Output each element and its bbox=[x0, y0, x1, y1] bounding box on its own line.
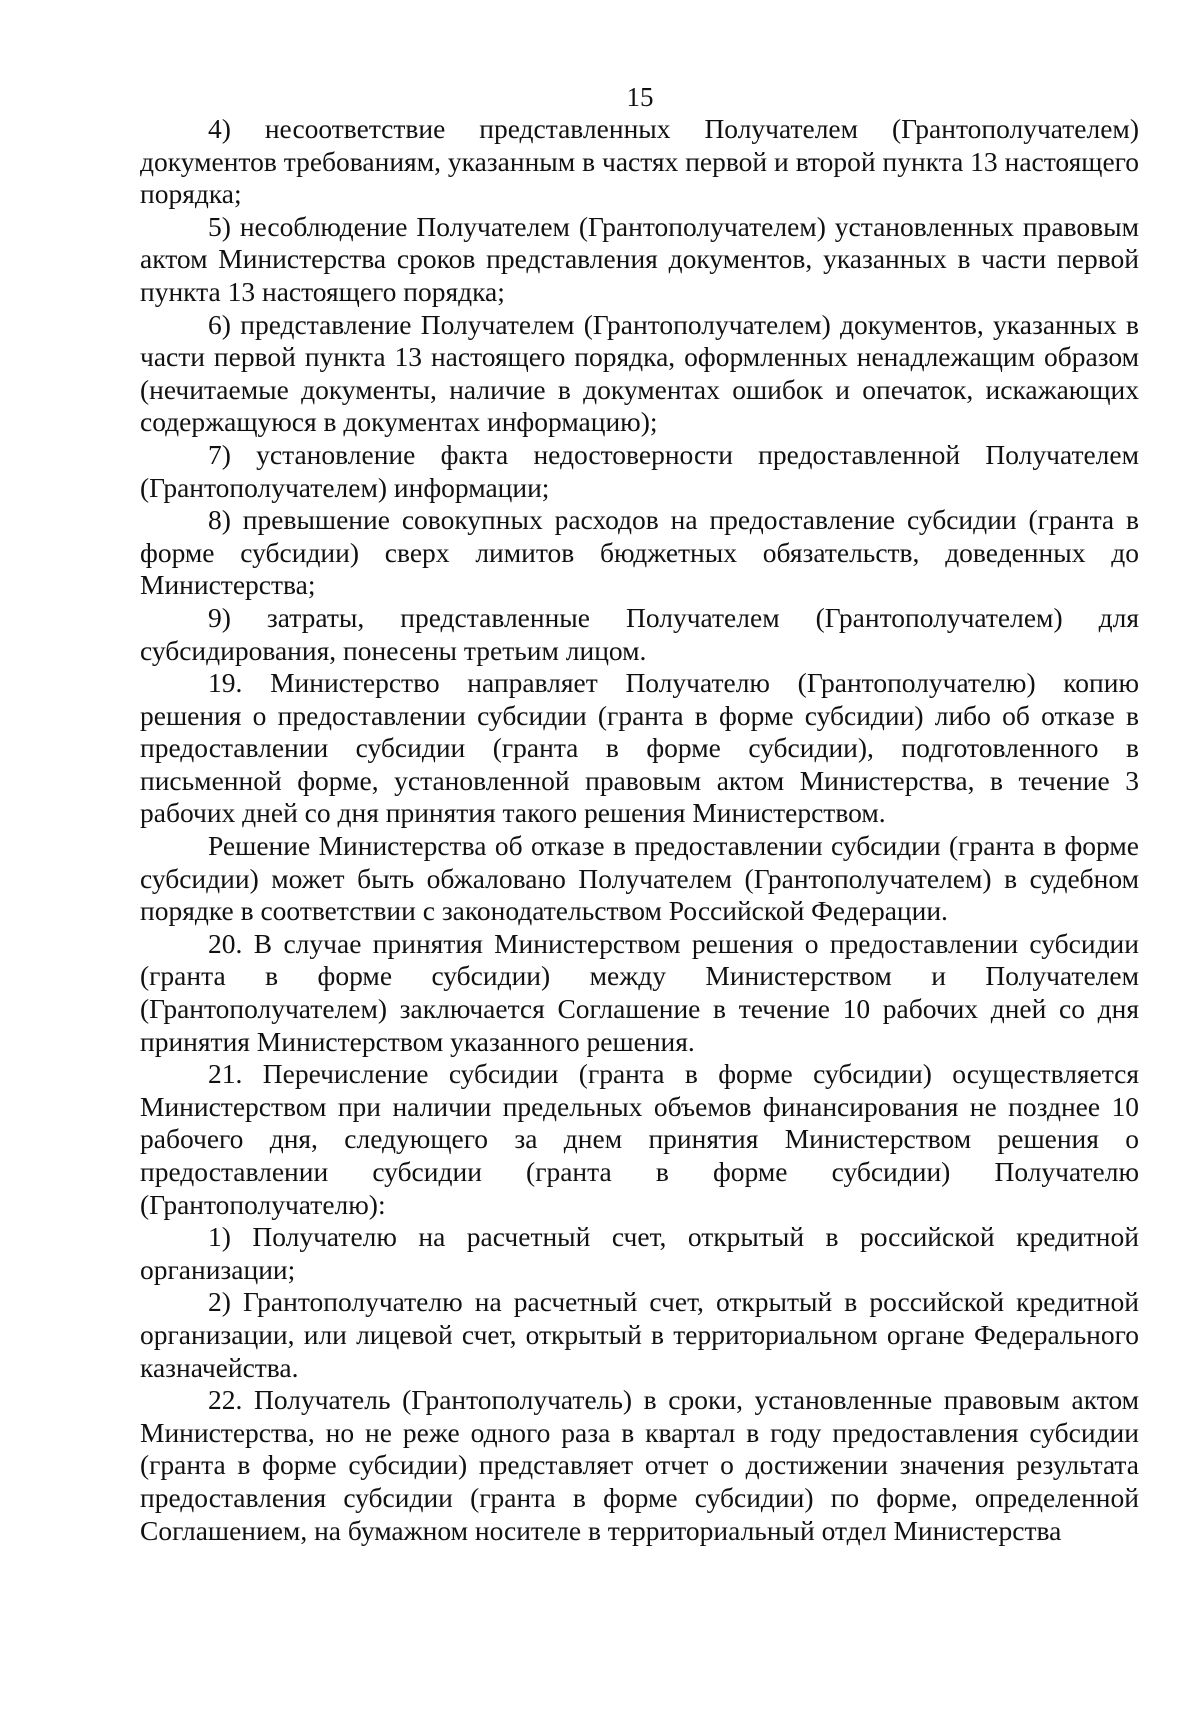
paragraph-clause-21-item-2: 2) Грантополучателю на расчетный счет, открытый в российской кредитной организации, или лицевой счет, открытый в территориальном органе Федерального казначейства. bbox=[140, 1286, 1139, 1383]
paragraph-clause-20: 20. В случае принятия Министерством решения о предоставлении субсидии (гранта в форме субсидии) между Министерством и Получателем (Грантополучателем) заключается Соглашение в течение 10 рабочих дней со дня принятия Министерством указанного решения. bbox=[140, 927, 1139, 1057]
paragraph-clause-19-appeal: Решение Министерства об отказе в предоставлении субсидии (гранта в форме субсидии) может быть обжаловано Получателем (Грантополучателем) в судебном порядке в соответствии с законодательством Российской Федерации. bbox=[140, 830, 1139, 927]
paragraph-clause-19: 19. Министерство направляет Получателю (Грантополучателю) копию решения о предоставлении субсидии (гранта в форме субсидии) либо об отказе в предоставлении субсидии (гранта в форме субсидии), подготовленного в письменной форме, установленной правовым актом Министерства, в течение 3 рабочих дней со дня принятия такого решения Министерством. bbox=[140, 667, 1139, 829]
paragraph-clause-21: 21. Перечисление субсидии (гранта в форме субсидии) осуществляется Министерством при наличии предельных объемов финансирования не позднее 10 рабочего дня, следующего за днем принятия Министерством решения о предоставлении субсидии (гранта в форме субсидии) Получателю (Грантополучателю): bbox=[140, 1058, 1139, 1220]
paragraph-clause-22: 22. Получатель (Грантополучатель) в сроки, установленные правовым актом Министерства, но не реже одного раза в квартал в году предоставления субсидии (гранта в форме субсидии) представляет отчет о достижении значения результата предоставления субсидии (гранта в форме субсидии) по форме, определенной Соглашением, на бумажном носителе в территориальный отдел Министерства bbox=[140, 1384, 1139, 1546]
paragraph-clause-21-item-1: 1) Получателю на расчетный счет, открытый в российской кредитной организации; bbox=[140, 1221, 1139, 1285]
page-number: 15 bbox=[626, 82, 654, 112]
paragraph-item-7: 7) установление факта недостоверности предоставленной Получателем (Грантополучателем) информации; bbox=[140, 438, 1139, 503]
paragraph-item-5: 5) несоблюдение Получателем (Грантополучателем) установленных правовым актом Министерства сроков представления документов, указанных в части первой пункта 13 настоящего порядка; bbox=[140, 210, 1139, 307]
paragraph-item-6: 6) представление Получателем (Грантополучателем) документов, указанных в части первой пункта 13 настоящего порядка, оформленных ненадлежащим образом (нечитаемые документы, наличие в документах ошибок и опечаток, искажающих содержащуюся в документах информацию); bbox=[140, 308, 1139, 438]
paragraph-item-4: 4) несоответствие представленных Получателем (Грантополучателем) документов требованиям, указанным в частях первой и второй пункта 13 настоящего порядка; bbox=[140, 113, 1139, 210]
paragraph-item-8: 8) превышение совокупных расходов на предоставление субсидии (гранта в форме субсидии) сверх лимитов бюджетных обязательств, доведенных до Министерства; bbox=[140, 504, 1139, 601]
document-body bbox=[140, 113, 1139, 1547]
paragraph-item-9: 9) затраты, представленные Получателем (Грантополучателем) для субсидирования, понесены третьим лицом. bbox=[140, 601, 1139, 666]
